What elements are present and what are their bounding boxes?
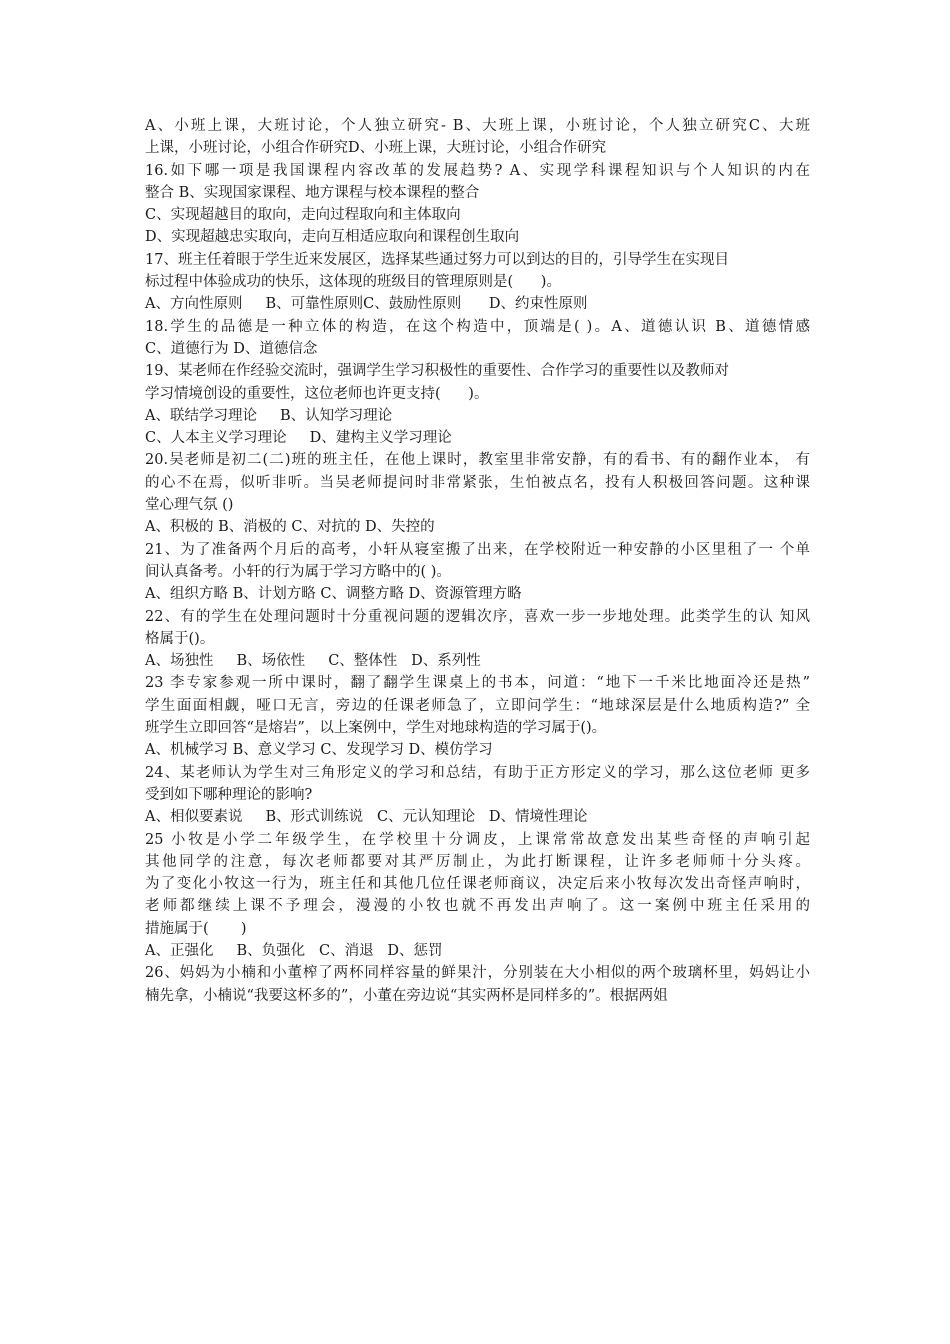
text-line: A、联结学习理论 B、认知学习理论 [145, 407, 393, 424]
text-line: A、正强化 B、负强化 C、消退 D、惩罚 [145, 942, 443, 959]
text-line: 24、某老师认为学生对三角形定义的学习和总结，有助于正方形定义的学习，那么这位老师 更多 [145, 764, 810, 781]
text-line: 格属于()。 [145, 630, 215, 647]
text-line: 23 李专家参观一所中课时，翻了翻学生课桌上的书本，问道：“地下一千米比地面冷还是热” [145, 675, 810, 692]
text-line: 的心不在焉，似听非听。当吴老师提问时非常紧张，生怕被点名，投有人积极回答问题。这种课 [145, 474, 810, 491]
text-line: 17、班主任着眼于学生近来发展区，选择某些通过努力可以到达的目的，引导学生在实现目 [145, 251, 729, 268]
text-line: 学生面面相觑，哑口无言，旁边的任课老师急了，立即问学生：“地球深层是什么地质构造?” 全 [145, 697, 810, 714]
text-line: 25 小牧是小学二年级学生，在学校里十分调皮，上课常常故意发出某些奇怪的声响引起 [145, 831, 810, 848]
text-line: 间认真备考。小轩的行为属于学习方略中的( )。 [145, 563, 451, 580]
text-line: 18.学生的品德是一种立体的构造，在这个构造中，顶端是( )。A、道德认识 B、道德情感 [145, 318, 810, 335]
text-line: 堂心理气氛 () [145, 497, 234, 514]
text-line: 21、为了准备两个月后的高考，小轩从寝室搬了出来，在学校附近一种安静的小区里租了一 个单 [145, 541, 810, 558]
text-line: 20.吴老师是初二(二)班的班主任，在他上课时，教室里非常安静，有的看书、有的翻作业本， 有 [145, 452, 810, 469]
text-line: 措施属于( ) [145, 920, 247, 937]
text-line: A、场独性 B、场依性 C、整体性 D、系列性 [145, 653, 481, 670]
text-line: 老师都继续上课不予理会，漫漫的小牧也就不再发出声响了。这一案例中班主任采用的 [145, 898, 810, 915]
text-line: A、积极的 B、消极的 C、对抗的 D、失控的 [145, 519, 435, 536]
text-line: 其他同学的注意，每次老师都要对其严厉制止，为此打断课程，让许多老师师十分头疼。 [145, 853, 810, 870]
text-line: A、相似要素说 B、形式训练说 C、元认知理论 D、情境性理论 [145, 809, 588, 826]
text-line: C、道德行为 D、道德信念 [145, 340, 318, 357]
text-line: 19、某老师在作经验交流时，强调学生学习积极性的重要性、合作学习的重要性以及教师对 [145, 363, 729, 380]
text-line: 上课，小班讨论，小组合作研究D、小班上课，大班讨论，小组合作研究 [145, 140, 607, 157]
text-line: D、实现超越忠实取向，走向互相适应取向和课程创生取向 [145, 229, 520, 246]
text-line: C、人本主义学习理论 D、建构主义学习理论 [145, 430, 452, 447]
text-line: 26、妈妈为小楠和小董榨了两杯同样容量的鲜果汁，分别装在大小相似的两个玻璃杯里，妈妈让小 [145, 965, 810, 982]
text-line: 受到如下哪种理论的影响? [145, 786, 313, 803]
text-line: 学习情境创设的重要性，这位老师也许更支持( )。 [145, 385, 489, 402]
text-line: 16.如下哪一项是我国课程内容改革的发展趋势? A、实现学科课程知识与个人知识的内在 [145, 162, 810, 179]
text-line: 标过程中体验成功的快乐，这体现的班级目的管理原则是( )。 [145, 274, 561, 291]
text-line: A、组织方略 B、计划方略 C、调整方略 D、资源管理方略 [145, 586, 522, 603]
text-line: 22、有的学生在处理问题时十分重视问题的逻辑次序，喜欢一步一步地处理。此类学生的认 知风 [145, 608, 810, 625]
text-line: 为了变化小牧这一行为，班主任和其他几位任课老师商议，决定后来小牧每次发出奇怪声响时， [145, 876, 810, 893]
text-line: 楠先拿，小楠说“我要这杯多的”，小董在旁边说“其实两杯是同样多的”。根据两姐 [145, 987, 668, 1004]
text-line: 班学生立即回答“是熔岩”，以上案例中，学生对地球构造的学习属于()。 [145, 720, 607, 737]
text-line: 整合 B、实现国家课程、地方课程与校本课程的整合 [145, 184, 480, 201]
exam-question-text [145, 115, 810, 1007]
text-line: A、机械学习 B、意义学习 C、发现学习 D、模仿学习 [145, 742, 493, 759]
text-line: C、实现超越目的取向，走向过程取向和主体取向 [145, 207, 461, 224]
text-line: A、小班上课，大班讨论，个人独立研究- B、大班上课，小班讨论，个人独立研究C、大班 [145, 118, 810, 134]
text-line: A、方向性原则 B、可靠性原则C、鼓励性原则 D、约束性原则 [145, 296, 588, 313]
